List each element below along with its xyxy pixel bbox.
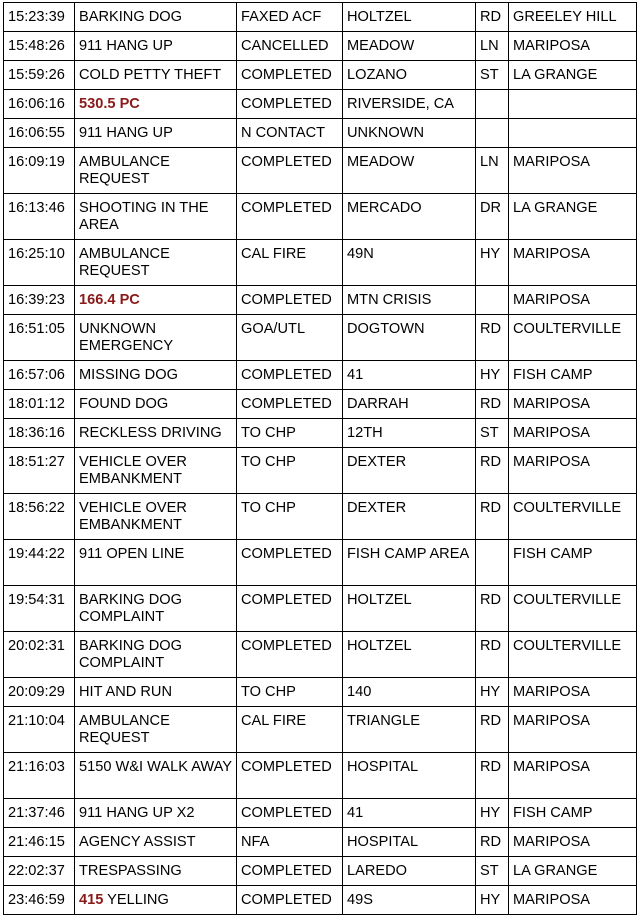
call-type: 5150 W&I WALK AWAY xyxy=(79,759,233,775)
call-type: AGENCY ASSIST xyxy=(79,834,196,850)
table-row xyxy=(4,61,637,90)
time-cell: 16:51:05 xyxy=(4,315,75,361)
table-row xyxy=(4,828,637,857)
street-suffix-cell: RD xyxy=(476,753,509,799)
location-cell: 12TH xyxy=(343,419,476,448)
location-cell: FISH CAMP AREA xyxy=(343,540,476,586)
time-cell: 16:25:10 xyxy=(4,240,75,286)
call-type: MISSING DOG xyxy=(79,367,178,383)
street-suffix-cell: LN xyxy=(476,148,509,194)
call-type: TRESPASSING xyxy=(79,863,182,879)
call-type: BARKING DOG xyxy=(79,9,182,25)
street-suffix-cell xyxy=(476,286,509,315)
time-cell: 19:44:22 xyxy=(4,540,75,586)
table-row xyxy=(4,753,637,799)
disposition-cell: TO CHP xyxy=(237,419,343,448)
location-cell: RIVERSIDE, CA xyxy=(343,90,476,119)
city-cell: MARIPOSA xyxy=(509,419,637,448)
disposition-cell: COMPLETED xyxy=(237,61,343,90)
call-type-cell xyxy=(75,753,237,799)
call-type: BARKING DOG COMPLAINT xyxy=(79,638,182,671)
call-type: BARKING DOG COMPLAINT xyxy=(79,592,182,625)
time-cell: 22:02:37 xyxy=(4,857,75,886)
disposition-cell: CANCELLED xyxy=(237,32,343,61)
time-cell: 20:02:31 xyxy=(4,632,75,678)
call-type-cell xyxy=(75,119,237,148)
disposition-cell: COMPLETED xyxy=(237,632,343,678)
disposition-cell: N CONTACT xyxy=(237,119,343,148)
call-type-cell xyxy=(75,3,237,32)
location-cell: 49N xyxy=(343,240,476,286)
street-suffix-cell: ST xyxy=(476,61,509,90)
street-suffix-cell: HY xyxy=(476,678,509,707)
city-cell: LA GRANGE xyxy=(509,61,637,90)
time-cell: 18:36:16 xyxy=(4,419,75,448)
call-type-cell xyxy=(75,194,237,240)
location-cell: HOLTZEL xyxy=(343,632,476,678)
call-type-cell xyxy=(75,586,237,632)
street-suffix-cell: HY xyxy=(476,799,509,828)
location-cell: DEXTER xyxy=(343,494,476,540)
city-cell xyxy=(509,119,637,148)
call-type-cell xyxy=(75,148,237,194)
table-row xyxy=(4,390,637,419)
call-type-cell xyxy=(75,32,237,61)
location-cell: HOSPITAL xyxy=(343,828,476,857)
call-type-cell xyxy=(75,90,237,119)
disposition-cell: COMPLETED xyxy=(237,540,343,586)
call-type-cell xyxy=(75,632,237,678)
call-type: AMBULANCE REQUEST xyxy=(79,713,170,746)
call-type: VEHICLE OVER EMBANKMENT xyxy=(79,454,187,487)
street-suffix-cell: RD xyxy=(476,828,509,857)
table-row xyxy=(4,315,637,361)
call-type: 911 HANG UP X2 xyxy=(79,805,195,821)
call-log-body xyxy=(4,3,637,915)
city-cell: MARIPOSA xyxy=(509,707,637,753)
time-cell: 15:59:26 xyxy=(4,61,75,90)
street-suffix-cell: RD xyxy=(476,315,509,361)
time-cell: 18:01:12 xyxy=(4,390,75,419)
disposition-cell: COMPLETED xyxy=(237,194,343,240)
call-type-cell xyxy=(75,678,237,707)
disposition-cell: COMPLETED xyxy=(237,361,343,390)
city-cell: MARIPOSA xyxy=(509,390,637,419)
call-type: 911 HANG UP xyxy=(79,125,173,141)
time-cell: 16:13:46 xyxy=(4,194,75,240)
location-cell: 49S xyxy=(343,886,476,915)
city-cell: MARIPOSA xyxy=(509,240,637,286)
table-row xyxy=(4,361,637,390)
table-row xyxy=(4,586,637,632)
table-row xyxy=(4,857,637,886)
table-row xyxy=(4,494,637,540)
time-cell: 15:48:26 xyxy=(4,32,75,61)
call-type-cell xyxy=(75,886,237,915)
time-cell: 21:10:04 xyxy=(4,707,75,753)
penal-code: 166.4 PC xyxy=(79,292,140,308)
location-cell: 41 xyxy=(343,799,476,828)
call-type-cell xyxy=(75,361,237,390)
city-cell: COULTERVILLE xyxy=(509,586,637,632)
disposition-cell: COMPLETED xyxy=(237,90,343,119)
call-type-cell xyxy=(75,540,237,586)
location-cell: DEXTER xyxy=(343,448,476,494)
call-type: VEHICLE OVER EMBANKMENT xyxy=(79,500,187,533)
table-row xyxy=(4,799,637,828)
street-suffix-cell: RD xyxy=(476,586,509,632)
street-suffix-cell: DR xyxy=(476,194,509,240)
call-type-cell xyxy=(75,857,237,886)
location-cell: MTN CRISIS xyxy=(343,286,476,315)
location-cell: MEADOW xyxy=(343,148,476,194)
street-suffix-cell: HY xyxy=(476,361,509,390)
street-suffix-cell: RD xyxy=(476,494,509,540)
disposition-cell: COMPLETED xyxy=(237,799,343,828)
table-row xyxy=(4,632,637,678)
street-suffix-cell: HY xyxy=(476,240,509,286)
table-row xyxy=(4,119,637,148)
call-type: AMBULANCE REQUEST xyxy=(79,154,170,187)
table-row xyxy=(4,886,637,915)
disposition-cell: COMPLETED xyxy=(237,390,343,419)
location-cell: HOLTZEL xyxy=(343,586,476,632)
location-cell: MEADOW xyxy=(343,32,476,61)
city-cell: GREELEY HILL xyxy=(509,3,637,32)
city-cell: FISH CAMP xyxy=(509,799,637,828)
time-cell: 21:46:15 xyxy=(4,828,75,857)
time-cell: 16:06:16 xyxy=(4,90,75,119)
call-type: RECKLESS DRIVING xyxy=(79,425,222,441)
street-suffix-cell xyxy=(476,90,509,119)
time-cell: 18:51:27 xyxy=(4,448,75,494)
street-suffix-cell: RD xyxy=(476,632,509,678)
call-type: COLD PETTY THEFT xyxy=(79,67,222,83)
call-type: 911 OPEN LINE xyxy=(79,546,185,562)
table-row xyxy=(4,540,637,586)
disposition-cell: COMPLETED xyxy=(237,286,343,315)
table-row xyxy=(4,419,637,448)
city-cell: MARIPOSA xyxy=(509,32,637,61)
city-cell: MARIPOSA xyxy=(509,753,637,799)
city-cell: COULTERVILLE xyxy=(509,315,637,361)
time-cell: 16:57:06 xyxy=(4,361,75,390)
call-type: SHOOTING IN THE AREA xyxy=(79,200,209,233)
location-cell: UNKNOWN xyxy=(343,119,476,148)
disposition-cell: TO CHP xyxy=(237,678,343,707)
location-cell: 41 xyxy=(343,361,476,390)
street-suffix-cell xyxy=(476,119,509,148)
table-row xyxy=(4,240,637,286)
time-cell: 23:46:59 xyxy=(4,886,75,915)
location-cell: HOLTZEL xyxy=(343,3,476,32)
table-row xyxy=(4,3,637,32)
street-suffix-cell: LN xyxy=(476,32,509,61)
table-row xyxy=(4,194,637,240)
city-cell: MARIPOSA xyxy=(509,448,637,494)
call-type-cell xyxy=(75,315,237,361)
time-cell: 15:23:39 xyxy=(4,3,75,32)
time-cell: 16:06:55 xyxy=(4,119,75,148)
call-type-cell xyxy=(75,286,237,315)
street-suffix-cell: ST xyxy=(476,857,509,886)
location-cell: 140 xyxy=(343,678,476,707)
table-row xyxy=(4,148,637,194)
time-cell: 21:16:03 xyxy=(4,753,75,799)
table-row xyxy=(4,90,637,119)
table-row xyxy=(4,707,637,753)
time-cell: 16:09:19 xyxy=(4,148,75,194)
table-row xyxy=(4,286,637,315)
location-cell: LOZANO xyxy=(343,61,476,90)
city-cell: LA GRANGE xyxy=(509,857,637,886)
call-type: UNKNOWN EMERGENCY xyxy=(79,321,174,354)
street-suffix-cell xyxy=(476,540,509,586)
street-suffix-cell: RD xyxy=(476,390,509,419)
call-type-cell xyxy=(75,448,237,494)
table-row xyxy=(4,678,637,707)
city-cell: FISH CAMP xyxy=(509,361,637,390)
table-row xyxy=(4,32,637,61)
disposition-cell: GOA/UTL xyxy=(237,315,343,361)
disposition-cell: COMPLETED xyxy=(237,886,343,915)
time-cell: 19:54:31 xyxy=(4,586,75,632)
city-cell: COULTERVILLE xyxy=(509,494,637,540)
location-cell: HOSPITAL xyxy=(343,753,476,799)
street-suffix-cell: RD xyxy=(476,707,509,753)
time-cell: 21:37:46 xyxy=(4,799,75,828)
city-cell: MARIPOSA xyxy=(509,286,637,315)
street-suffix-cell: RD xyxy=(476,448,509,494)
table-row xyxy=(4,448,637,494)
call-type-cell xyxy=(75,828,237,857)
penal-code: 530.5 PC xyxy=(79,96,140,112)
location-cell: DARRAH xyxy=(343,390,476,419)
disposition-cell: TO CHP xyxy=(237,494,343,540)
call-log-table xyxy=(3,2,637,915)
call-type: 911 HANG UP xyxy=(79,38,173,54)
disposition-cell: COMPLETED xyxy=(237,586,343,632)
location-cell: LAREDO xyxy=(343,857,476,886)
city-cell: LA GRANGE xyxy=(509,194,637,240)
disposition-cell: TO CHP xyxy=(237,448,343,494)
disposition-cell: FAXED ACF xyxy=(237,3,343,32)
location-cell: DOGTOWN xyxy=(343,315,476,361)
city-cell: MARIPOSA xyxy=(509,148,637,194)
disposition-cell: CAL FIRE xyxy=(237,707,343,753)
call-type-cell xyxy=(75,390,237,419)
city-cell: FISH CAMP xyxy=(509,540,637,586)
city-cell: MARIPOSA xyxy=(509,886,637,915)
call-type-cell xyxy=(75,240,237,286)
disposition-cell: COMPLETED xyxy=(237,857,343,886)
call-type-cell xyxy=(75,61,237,90)
disposition-cell: CAL FIRE xyxy=(237,240,343,286)
penal-code: 415 xyxy=(79,892,104,908)
disposition-cell: NFA xyxy=(237,828,343,857)
call-type-cell xyxy=(75,419,237,448)
street-suffix-cell: RD xyxy=(476,3,509,32)
call-type: HIT AND RUN xyxy=(79,684,172,700)
call-type-cell xyxy=(75,707,237,753)
disposition-cell: COMPLETED xyxy=(237,148,343,194)
disposition-cell: COMPLETED xyxy=(237,753,343,799)
city-cell: MARIPOSA xyxy=(509,678,637,707)
street-suffix-cell: ST xyxy=(476,419,509,448)
time-cell: 18:56:22 xyxy=(4,494,75,540)
location-cell: TRIANGLE xyxy=(343,707,476,753)
city-cell: COULTERVILLE xyxy=(509,632,637,678)
call-type: AMBULANCE REQUEST xyxy=(79,246,170,279)
call-type: YELLING xyxy=(103,892,169,908)
location-cell: MERCADO xyxy=(343,194,476,240)
street-suffix-cell: HY xyxy=(476,886,509,915)
city-cell xyxy=(509,90,637,119)
call-type-cell xyxy=(75,494,237,540)
call-type: FOUND DOG xyxy=(79,396,169,412)
call-type-cell xyxy=(75,799,237,828)
time-cell: 16:39:23 xyxy=(4,286,75,315)
time-cell: 20:09:29 xyxy=(4,678,75,707)
city-cell: MARIPOSA xyxy=(509,828,637,857)
